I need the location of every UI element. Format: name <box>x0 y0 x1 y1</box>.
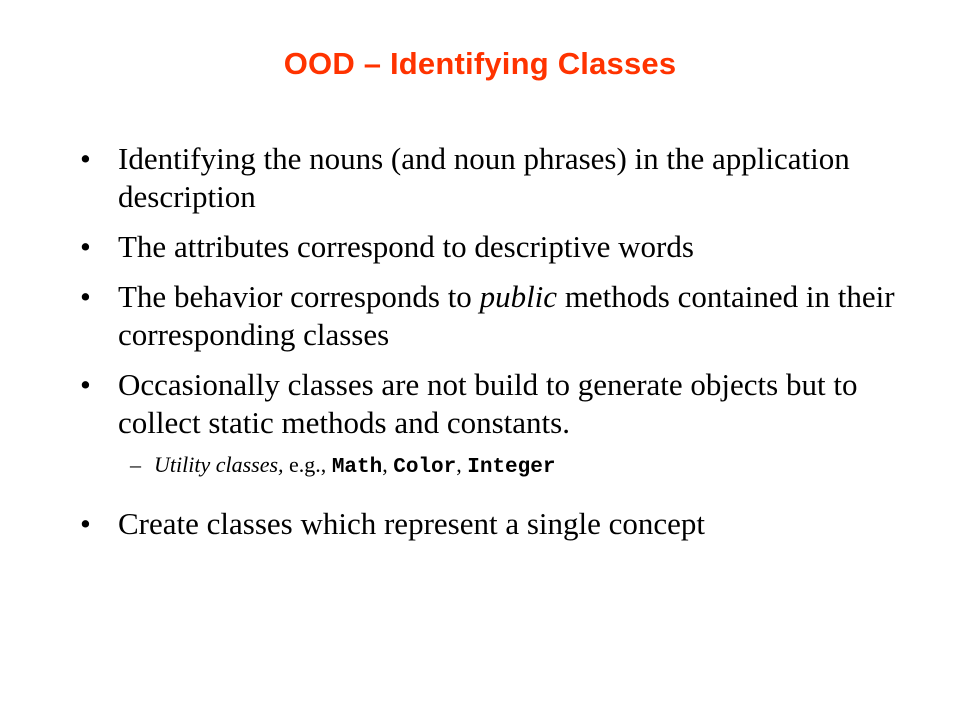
sub-bullet-eg: e.g., <box>283 452 332 477</box>
bullet-dot-icon: • <box>80 506 91 541</box>
code-integer: Integer <box>467 456 556 479</box>
bullet-text-after: methods contained in their corresponding classes <box>118 279 895 352</box>
bullet-text: The attributes correspond to descriptive words <box>118 229 694 264</box>
bullet-text: Occasionally classes are not build to generate objects but to collect static methods and constants. <box>118 367 858 440</box>
bullet-item <box>80 278 920 354</box>
sub-bullet-sep: , <box>382 452 394 477</box>
bullet-dot-icon: • <box>80 141 91 176</box>
code-color: Color <box>393 456 457 479</box>
sub-bullet-sep: , <box>456 452 468 477</box>
slide-title: OOD – Identifying Classes <box>283 46 677 81</box>
sub-bullet-italic: Utility classes, <box>154 452 284 477</box>
sub-bullet-item <box>80 450 920 483</box>
bullet-item <box>80 228 920 266</box>
bullet-dot-icon: • <box>80 229 91 264</box>
bullet-emphasis: public <box>479 279 558 314</box>
bullet-text: Identifying the nouns (and noun phrases) in the application description <box>118 141 850 214</box>
bullet-text-before: The behavior corresponds to <box>118 279 480 314</box>
bullet-item <box>80 140 920 216</box>
bullet-item <box>80 505 920 543</box>
code-math: Math <box>331 456 383 479</box>
sub-bullet-dash: – <box>130 452 141 477</box>
bullet-dot-icon: • <box>80 279 91 314</box>
bullet-list <box>80 140 920 555</box>
bullet-item <box>80 366 920 442</box>
bullet-dot-icon: • <box>80 367 91 402</box>
bullet-text: Create classes which represent a single concept <box>118 506 706 541</box>
